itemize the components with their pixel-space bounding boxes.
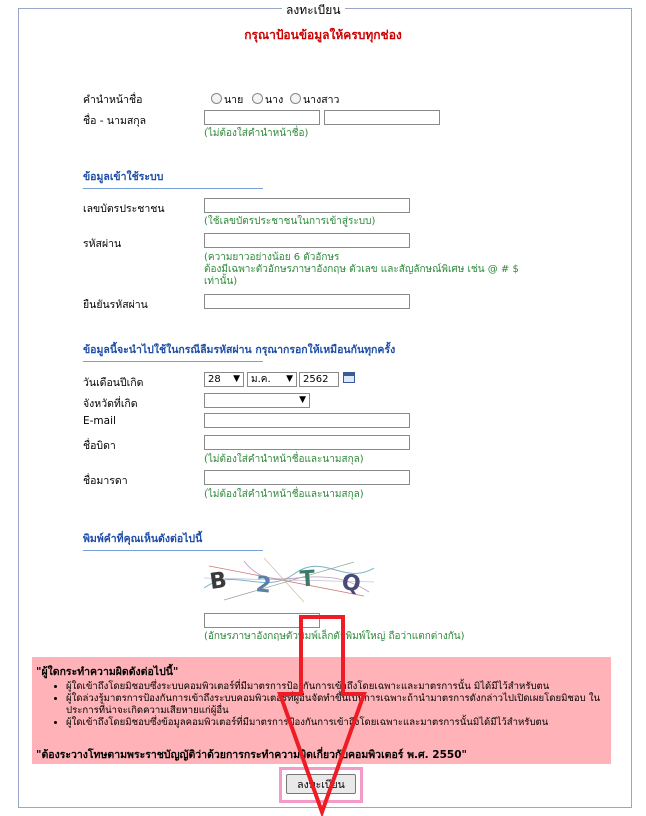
confirm-password-label: ยืนยันรหัสผ่าน bbox=[83, 299, 148, 311]
register-submit-button[interactable]: ลงทะเบียน bbox=[286, 774, 356, 794]
warning-item-3: • ผู้ใดเข้าถึงโดยมิชอบซึ่งข้อมูลคอมพิวเตอร์ที่มีมาตรการป้องกันการเข้าถึงโดยเฉพาะและมาตรการนั้นมิได้มีไว้สำหรับตน bbox=[66, 717, 606, 729]
first-name-input[interactable] bbox=[204, 110, 320, 125]
captcha-section-title: พิมพ์คำที่คุณเห็นดังต่อไปนี้ bbox=[83, 533, 203, 545]
captcha-hint: (อักษรภาษาอังกฤษตัวพิมพ์เล็กตัวพิมพ์ใหญ่ ถือว่าแตกต่างกัน) bbox=[204, 631, 465, 642]
form-legend: ลงทะเบียน bbox=[282, 1, 345, 20]
password-hint-line-2: ต้องมีเฉพาะตัวอักษรภาษาอังกฤษ ตัวเลข และสัญลักษณ์พิเศษ เช่น @ # $ bbox=[204, 264, 519, 275]
citizen-id-hint: (ใช้เลขบัตรประชาชนในการเข้าสู่ระบบ) bbox=[204, 216, 376, 227]
chevron-down-icon: ▼ bbox=[299, 395, 306, 405]
dob-day-value: 28 bbox=[208, 374, 221, 385]
password-label: รหัสผ่าน bbox=[83, 238, 122, 250]
password-input[interactable] bbox=[204, 233, 410, 248]
warning-title: "ผู้ใดกระทำความผิดดังต่อไปนี้" bbox=[36, 666, 179, 678]
father-name-label: ชื่อบิดา bbox=[83, 440, 116, 452]
chevron-down-icon: ▼ bbox=[286, 374, 293, 384]
prefix-radio-mrs[interactable] bbox=[252, 93, 263, 104]
confirm-password-input[interactable] bbox=[204, 294, 410, 309]
father-name-input[interactable] bbox=[204, 435, 410, 450]
dob-month-value: ม.ค. bbox=[251, 374, 271, 385]
dob-label: วันเดือนปีเกิด bbox=[83, 377, 144, 389]
password-hint-line-3: เท่านั้น) bbox=[204, 276, 238, 287]
prefix-label: คำนำหน้าชื่อ bbox=[83, 94, 143, 106]
captcha-char-1: B bbox=[208, 567, 229, 595]
dob-year-value: 2562 bbox=[303, 374, 329, 385]
recovery-section-title: ข้อมูลนี้จะนำไปใช้ในกรณีลืมรหัสผ่าน กรุณากรอกให้เหมือนกันทุกครั้ง bbox=[83, 344, 396, 356]
prefix-radio-mr[interactable] bbox=[211, 93, 222, 104]
father-name-hint: (ไม่ต้องใส่คำนำหน้าชื่อและนามสกุล) bbox=[204, 454, 364, 465]
prefix-option-miss: นางสาว bbox=[303, 94, 340, 106]
email-label: E-mail bbox=[83, 415, 116, 427]
name-hint: (ไม่ต้องใส่คำนำหน้าชื่อ) bbox=[204, 128, 309, 139]
mother-name-label: ชื่อมารดา bbox=[83, 475, 128, 487]
prefix-option-mrs: นาง bbox=[265, 94, 284, 106]
legal-warning-box bbox=[32, 657, 611, 764]
warning-item-1: • ผู้ใดเข้าถึงโดยมิชอบซึ่งระบบคอมพิวเตอร์ที่มีมาตรการป้องกันการเข้าถึงโดยเฉพาะและมาตรการนั้น มิได้มีไว้สำหรับตน bbox=[66, 681, 606, 693]
warning-item-2: • ผู้ใดล่วงรู้มาตรการป้องกันการเข้าถึงระบบคอมพิวเตอร์ที่ผู้อื่นจัดทำขึ้นเป็นการเฉพาะถ้านำมาตรการดังกล่าวไปเปิดเผยโดยมิชอบ ในประการที่น่าจะเกิดความเสียหายแก่ผู้อื่น bbox=[66, 693, 606, 717]
captcha-char-3: T bbox=[299, 566, 316, 593]
email-input[interactable] bbox=[204, 413, 410, 428]
login-section-title: ข้อมูลเข้าใช้ระบบ bbox=[83, 171, 164, 183]
login-section-divider bbox=[83, 188, 263, 189]
captcha-input[interactable] bbox=[204, 613, 320, 628]
mother-name-hint: (ไม่ต้องใส่คำนำหน้าชื่อและนามสกุล) bbox=[204, 489, 364, 500]
captcha-image bbox=[204, 556, 374, 604]
last-name-input[interactable] bbox=[324, 110, 440, 125]
warning-list bbox=[54, 681, 606, 729]
form-subtitle: กรุณาป้อนข้อมูลให้ครบทุกช่อง bbox=[244, 28, 402, 42]
prefix-option-mr: นาย bbox=[224, 94, 244, 106]
prefix-radio-miss[interactable] bbox=[290, 93, 301, 104]
captcha-char-2: 2 bbox=[254, 572, 273, 599]
password-hint-line-1: (ความยาวอย่างน้อย 6 ตัวอักษร bbox=[204, 252, 340, 263]
citizen-id-input[interactable] bbox=[204, 198, 410, 213]
dob-day-select[interactable] bbox=[204, 372, 244, 387]
citizen-id-label: เลขบัตรประชาชน bbox=[83, 203, 165, 215]
captcha-char-4: Q bbox=[339, 569, 363, 598]
calendar-icon[interactable] bbox=[343, 372, 355, 383]
dob-year-input[interactable] bbox=[299, 372, 339, 387]
mother-name-input[interactable] bbox=[204, 470, 410, 485]
recovery-section-divider bbox=[83, 361, 263, 362]
warning-law-text: "ต้องระวางโทษตามพระราชบัญญัติว่าด้วยการกระทำความผิดเกี่ยวกับคอมพิวเตอร์ พ.ศ. 2550" bbox=[36, 749, 468, 761]
name-label: ชื่อ - นามสกุล bbox=[83, 115, 147, 127]
dob-month-select[interactable] bbox=[247, 372, 297, 387]
chevron-down-icon: ▼ bbox=[233, 374, 240, 384]
province-select[interactable] bbox=[204, 393, 310, 408]
captcha-section-divider bbox=[83, 550, 263, 551]
province-label: จังหวัดที่เกิด bbox=[83, 398, 138, 410]
